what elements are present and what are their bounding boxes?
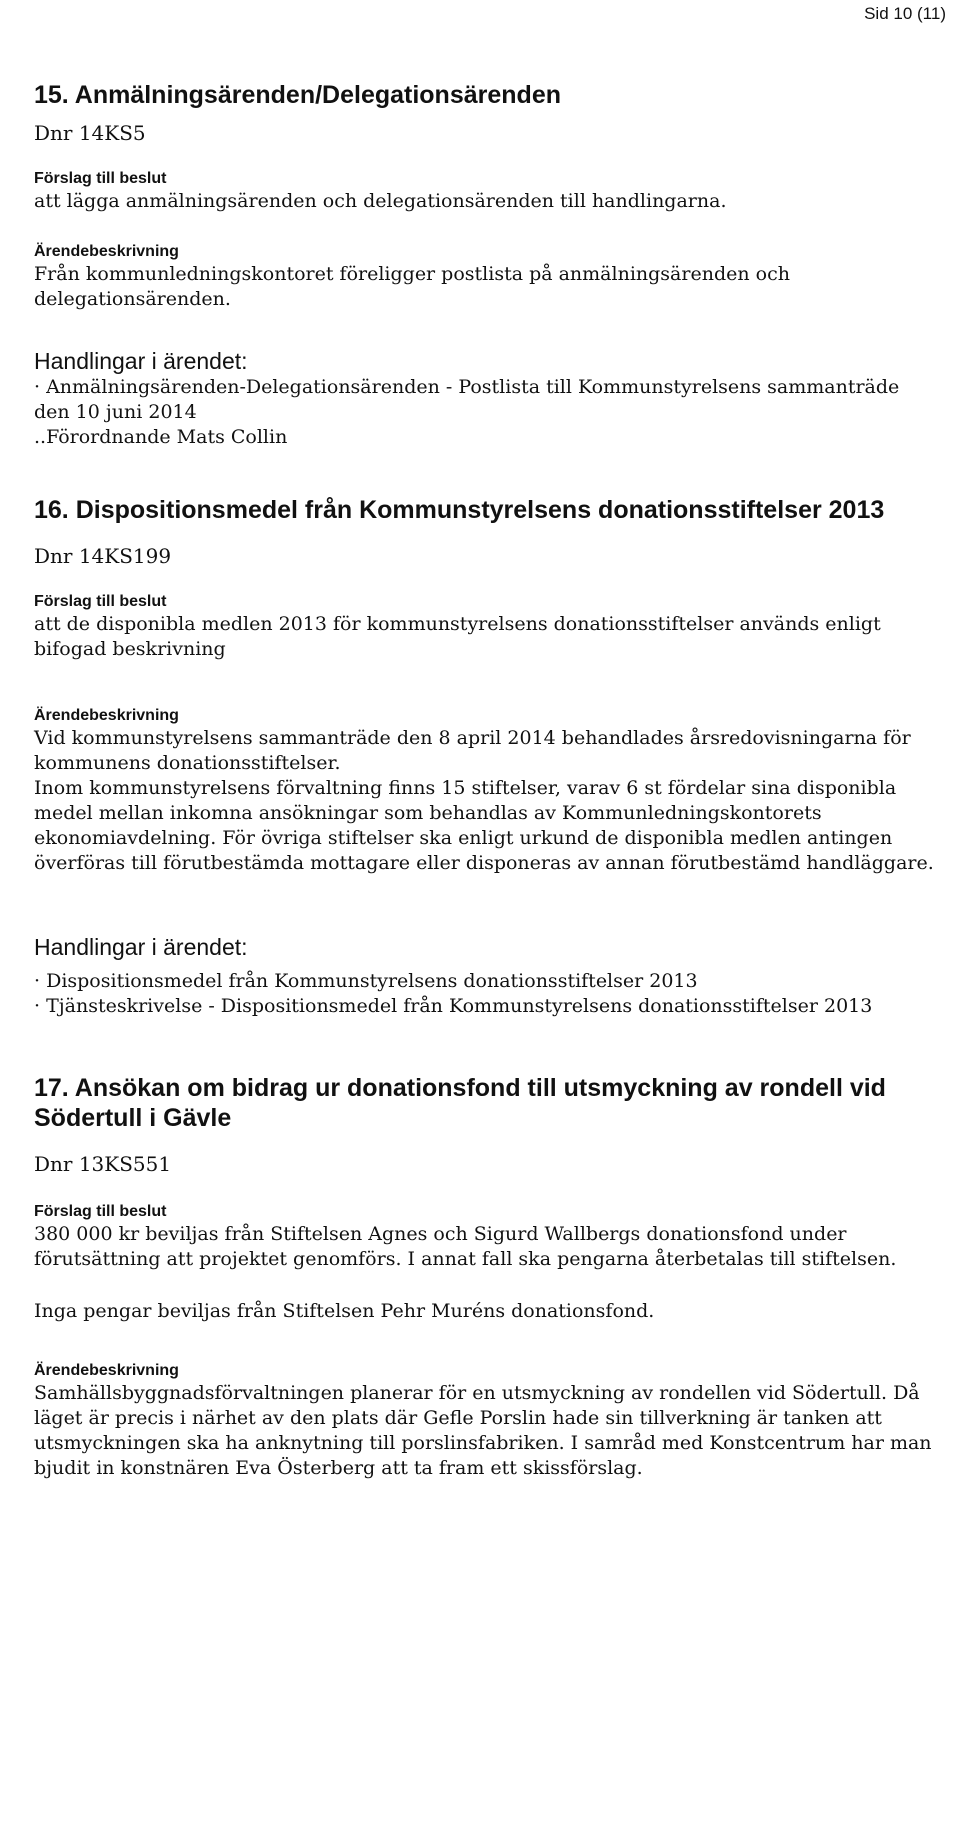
section-16 xyxy=(34,495,934,1019)
section-title: 16. Dispositionsmedel från Kommunstyrelsens donationsstiftelser 2013 xyxy=(34,496,885,524)
arende-label: Ärendebeskrivning xyxy=(34,1362,179,1379)
dnr: Dnr 13KS551 xyxy=(34,1152,172,1176)
arende-text: Inom kommunstyrelsens förvaltning finns 15 stiftelser, varav 6 st fördelar sina disponibla medel mellan inkomna ansökningar som behandlas av Kommunledningskontorets ekonomiavdelning. För övriga stiftelser ska enligt urkund de disponibla medlen antingen överföras till förutbestämda mottagare eller disponeras av annan förutbestämd handläggare. xyxy=(34,777,934,874)
handlingar-item: · Tjänsteskrivelse - Dispositionsmedel från Kommunstyrelsens donationsstiftelser 2013 xyxy=(34,995,873,1017)
section-title: 15. Anmälningsärenden/Delegationsärenden xyxy=(34,81,561,109)
forslag-label: Förslag till beslut xyxy=(34,593,167,610)
dnr: Dnr 14KS5 xyxy=(34,121,146,145)
forslag-label: Förslag till beslut xyxy=(34,170,167,187)
section-17 xyxy=(34,1073,934,1481)
handlingar-item: · Dispositionsmedel från Kommunstyrelsens donationsstiftelser 2013 xyxy=(34,970,698,992)
document-body xyxy=(34,80,934,1481)
arende-label: Ärendebeskrivning xyxy=(34,243,179,260)
section-15 xyxy=(34,80,934,450)
forslag-text: att de disponibla medlen 2013 för kommunstyrelsens donationsstiftelser används enligt bifogad beskrivning xyxy=(34,613,881,660)
forslag-text: 380 000 kr beviljas från Stiftelsen Agnes och Sigurd Wallbergs donationsfond under förutsättning att projektet genomförs. I annat fall ska pengarna återbetalas till stiftelsen. xyxy=(34,1223,897,1270)
arende-text: Vid kommunstyrelsens sammanträde den 8 april 2014 behandlades årsredovisningarna för kommunens donationsstiftelser. xyxy=(34,727,911,774)
arende-text: Samhällsbyggnadsförvaltningen planerar för en utsmyckning av rondellen vid Södertull. Då läget är precis i närhet av den plats där Gefle Porslin hade sin tillverkning är tanken att utsmyckningen ska ha anknytning till porslinsfabriken. I samråd med Konstcentrum har man bjudit in konstnären Eva Österberg att ta fram ett skissförslag. xyxy=(34,1382,932,1479)
handlingar-label: Handlingar i ärendet: xyxy=(34,934,248,960)
forslag-text: Inga pengar beviljas från Stiftelsen Pehr Muréns donationsfond. xyxy=(34,1300,655,1322)
forslag-label: Förslag till beslut xyxy=(34,1203,167,1220)
page-number: Sid 10 (11) xyxy=(864,4,946,23)
arende-label: Ärendebeskrivning xyxy=(34,707,179,724)
dnr: Dnr 14KS199 xyxy=(34,544,172,568)
section-title: 17. Ansökan om bidrag ur donationsfond till utsmyckning av rondell vid Södertull i Gävle xyxy=(34,1074,886,1132)
handlingar-label: Handlingar i ärendet: xyxy=(34,348,248,374)
forslag-text: att lägga anmälningsärenden och delegationsärenden till handlingarna. xyxy=(34,190,727,212)
handlingar-item: · Anmälningsärenden-Delegationsärenden - Postlista till Kommunstyrelsens sammanträde den 10 juni 2014 xyxy=(34,376,900,423)
arende-text: Från kommunledningskontoret föreligger postlista på anmälningsärenden och delegationsärenden. xyxy=(34,263,790,310)
handlingar-item: ..Förordnande Mats Collin xyxy=(34,426,288,448)
